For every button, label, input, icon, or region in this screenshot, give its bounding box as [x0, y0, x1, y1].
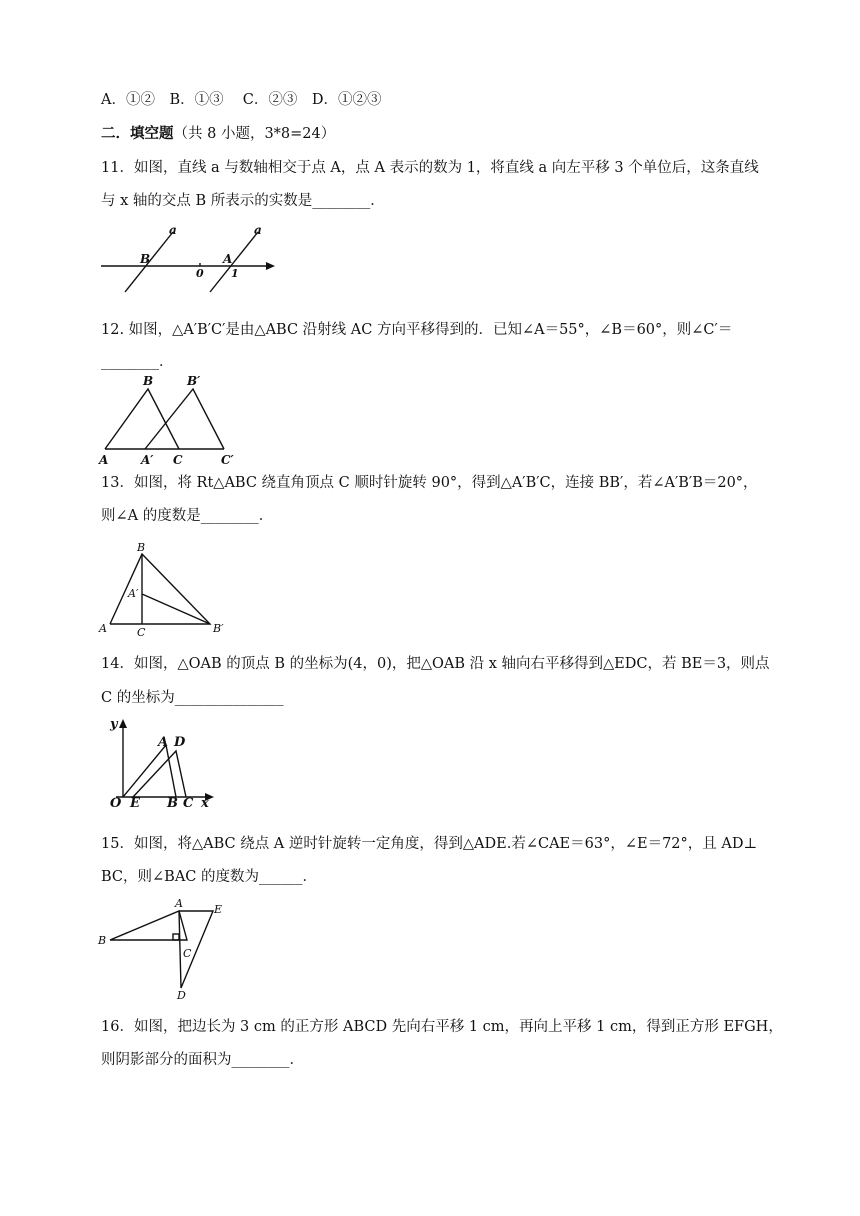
q14-label-x: x [201, 796, 209, 811]
q14-label-C: C [183, 796, 194, 811]
q14-line1: 14．如图，△OAB 的顶点 B 的坐标为(4，0)，把△OAB 沿 x 轴向右平移得到△EDC，若 BE＝3，则点 [101, 656, 770, 672]
q11-line2: 与 x 轴的交点 B 所表示的实数是________． [101, 193, 385, 209]
q11-label-0: 0 [196, 267, 204, 280]
q11-label-1: 1 [231, 267, 239, 280]
q14-label-B: B [167, 796, 178, 811]
q16-line1: 16．如图，把边长为 3 cm 的正方形 ABCD 先向右平移 1 cm，再向上平移 1 cm，得到正方形 EFGH， [101, 1019, 783, 1035]
q14-label-y: y [110, 717, 118, 732]
q11-label-B: B [140, 252, 151, 266]
q13-figure [95, 540, 235, 640]
q12-line2: ________． [101, 354, 174, 370]
q11-label-A: A [223, 252, 233, 266]
q13-label-C: C [137, 626, 146, 639]
answer-options-q10: A．①② B．①③ C．②③ D．①②③ [101, 92, 382, 108]
q15-line2: BC，则∠BAC 的度数为______． [101, 869, 317, 885]
q11-label-a-right: a [254, 223, 262, 237]
q13-line1: 13．如图，将 Rt△ABC 绕直角顶点 C 顺时针旋转 90°，得到△A′B′C，连接 BB′，若∠A′B′B＝20°， [101, 475, 758, 491]
q11-label-a-left: a [169, 223, 177, 237]
q14-label-D: D [174, 735, 186, 750]
q15-line1: 15．如图，将△ABC 绕点 A 逆时针旋转一定角度，得到△ADE.若∠CAE＝63°，∠E＝72°，且 AD⊥ [101, 836, 758, 852]
q12-figure [95, 373, 245, 468]
q15-label-E: E [214, 903, 223, 916]
q12-line1: 12. 如图，△A′B′C′是由△ABC 沿射线 AC 方向平移得到的．已知∠A＝55°，∠B＝60°，则∠C′＝ [101, 322, 733, 338]
q15-label-A: A [175, 897, 183, 910]
q12-label-C: C [173, 453, 183, 467]
q12-label-A-prime: A′ [141, 453, 154, 467]
q15-figure [95, 895, 235, 1005]
q13-label-A-prime: A′ [128, 587, 139, 600]
q12-label-C-prime: C′ [221, 453, 234, 467]
q13-label-A: A [99, 622, 107, 635]
q15-label-B: B [98, 934, 107, 947]
section-heading [101, 124, 335, 144]
q13-line2: 则∠A 的度数是________． [101, 508, 274, 524]
q16-line2: 则阴影部分的面积为________． [101, 1052, 304, 1068]
q14-label-A: A [158, 735, 169, 750]
q12-label-B: B [143, 374, 154, 388]
q13-label-B-prime: B′ [213, 622, 224, 635]
section-note: （共 8 小题，3*8=24） [173, 126, 336, 142]
q11-figure [95, 225, 285, 295]
q14-line2: C 的坐标为_______________ [101, 690, 284, 706]
q12-label-A: A [99, 453, 109, 467]
q11-line1: 11．如图，直线 a 与数轴相交于点 A，点 A 表示的数为 1，将直线 a 向左平移 3 个单位后，这条直线 [101, 160, 759, 176]
section-title: 二．填空题 [101, 125, 174, 142]
q14-label-O: O [110, 796, 122, 811]
q14-label-E: E [130, 796, 140, 811]
q15-label-D: D [177, 989, 186, 1002]
q12-label-B-prime: B′ [187, 374, 201, 388]
q13-label-B: B [137, 541, 146, 554]
q15-label-C: C [183, 947, 192, 960]
q14-figure [100, 715, 225, 815]
